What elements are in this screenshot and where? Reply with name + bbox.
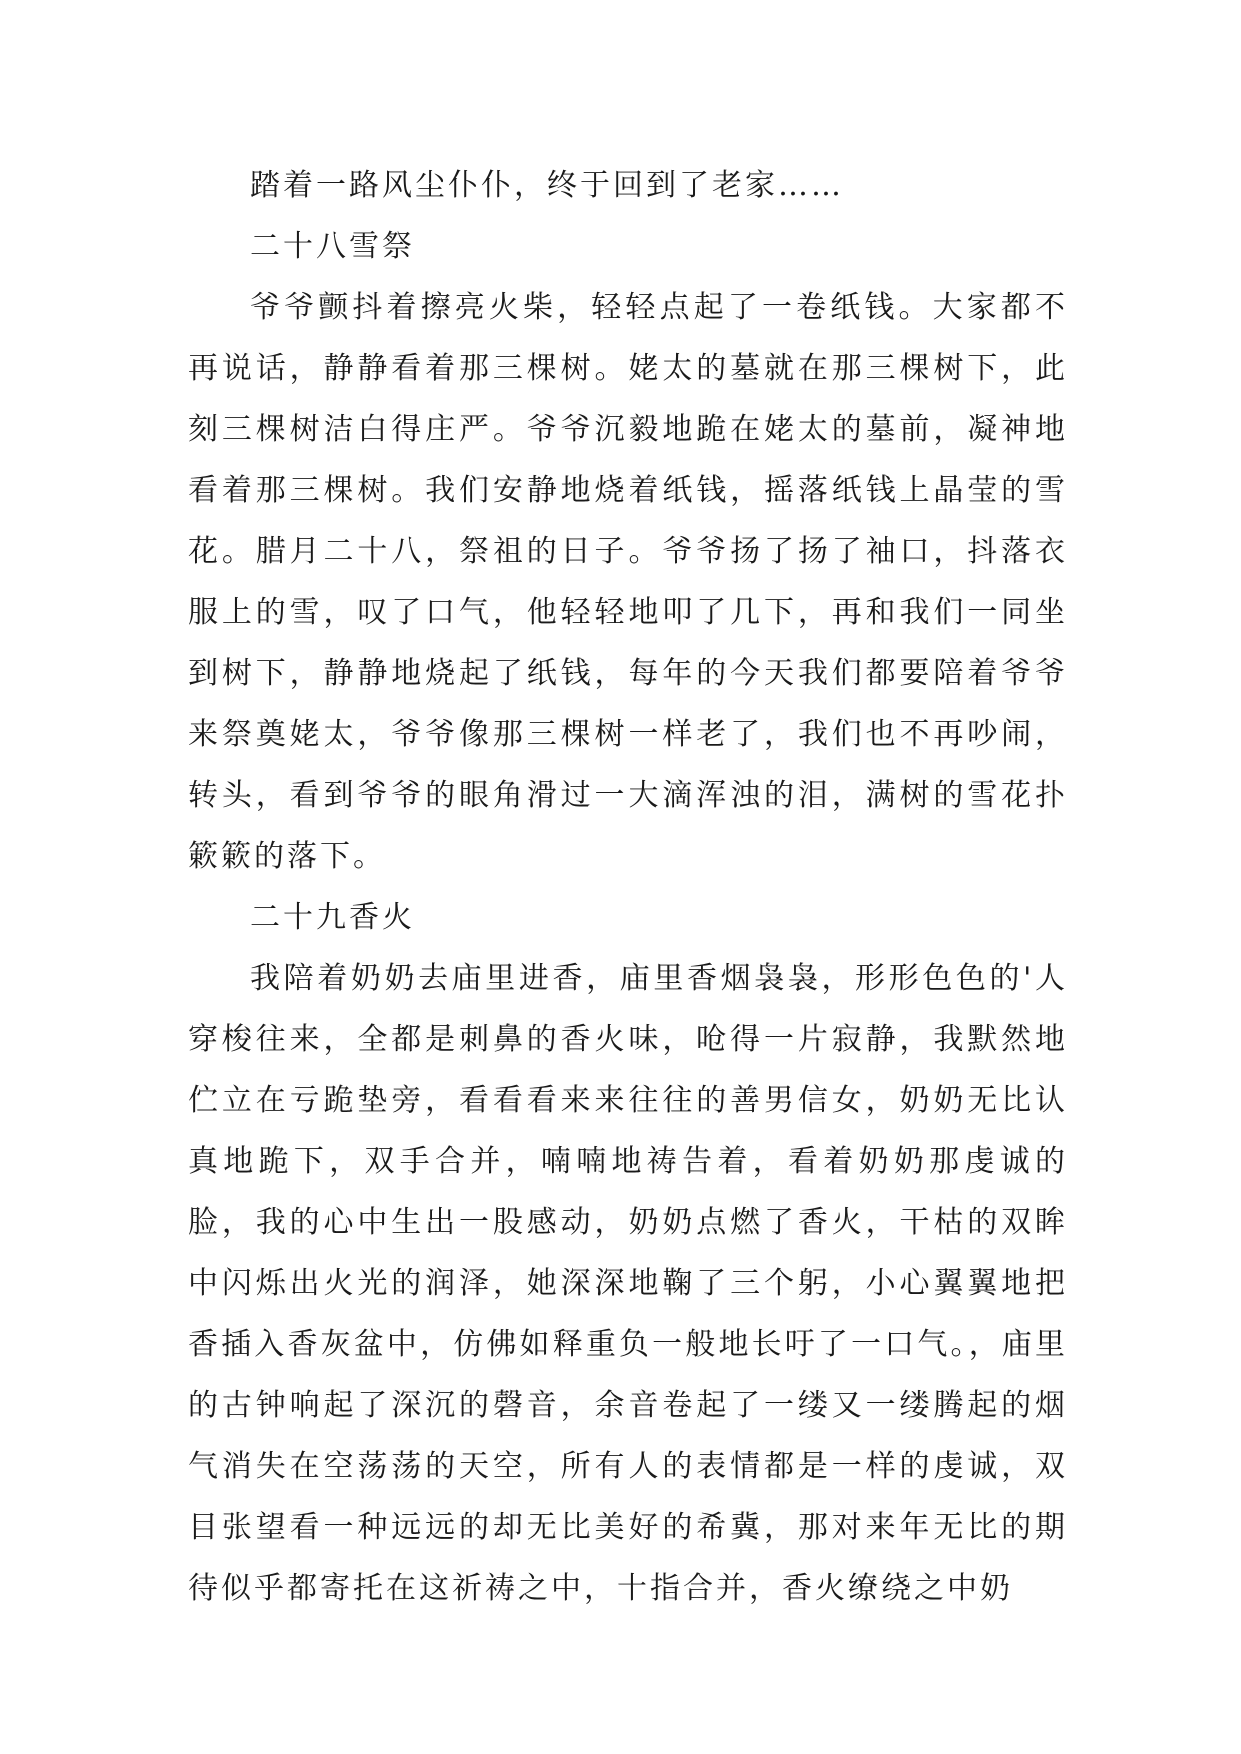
section-heading-incense: 二十九香火: [250, 900, 415, 935]
body-text: [188, 155, 1068, 1619]
paragraph-intro: 踏着一路风尘仆仆，终于回到了老家……: [250, 168, 844, 203]
paragraph-snow-sacrifice: 爷爷颤抖着擦亮火柴，轻轻点起了一卷纸钱。大家都不再说话，静静看着那三棵树。姥太的墓就在那三棵树下，此刻三棵树洁白得庄严。爷爷沉毅地跪在姥太的墓前，凝神地看着那三棵树。我们安静地烧着纸钱，摇落纸钱上晶莹的雪花。腊月二十八，祭祖的日子。爷爷扬了扬了袖口，抖落衣服上的雪，叹了口气，他轻轻地叩了几下，再和我们一同坐到树下，静静地烧起了纸钱，每年的今天我们都要陪着爷爷来祭奠姥太，爷爷像那三棵树一样老了，我们也不再吵闹，转头，看到爷爷的眼角滑过一大滴浑浊的泪，满树的雪花扑簌簌的落下。: [188, 290, 1068, 874]
section-heading-snow-sacrifice: 二十八雪祭: [250, 229, 415, 264]
paragraph-incense: 我陪着奶奶去庙里进香，庙里香烟袅袅，形形色色的'人穿梭往来，全都是刺鼻的香火味，呛得一片寂静，我默然地伫立在亏跪垫旁，看看看来来往往的善男信女，奶奶无比认真地跪下，双手合并，喃喃地祷告着，看着奶奶那虔诚的脸，我的心中生出一股感动，奶奶点燃了香火，干枯的双眸中闪烁出火光的润泽，她深深地鞠了三个躬，小心翼翼地把香插入香灰盆中，仿佛如释重负一般地长吁了一口气。，庙里的古钟响起了深沉的磬音，余音卷起了一缕又一缕腾起的烟气消失在空荡荡的天空，所有人的表情都是一样的虔诚，双目张望看一种远远的却无比美好的希冀，那对来年无比的期待似乎都寄托在这祈祷之中，十指合并，香火缭绕之中奶: [188, 961, 1068, 1606]
